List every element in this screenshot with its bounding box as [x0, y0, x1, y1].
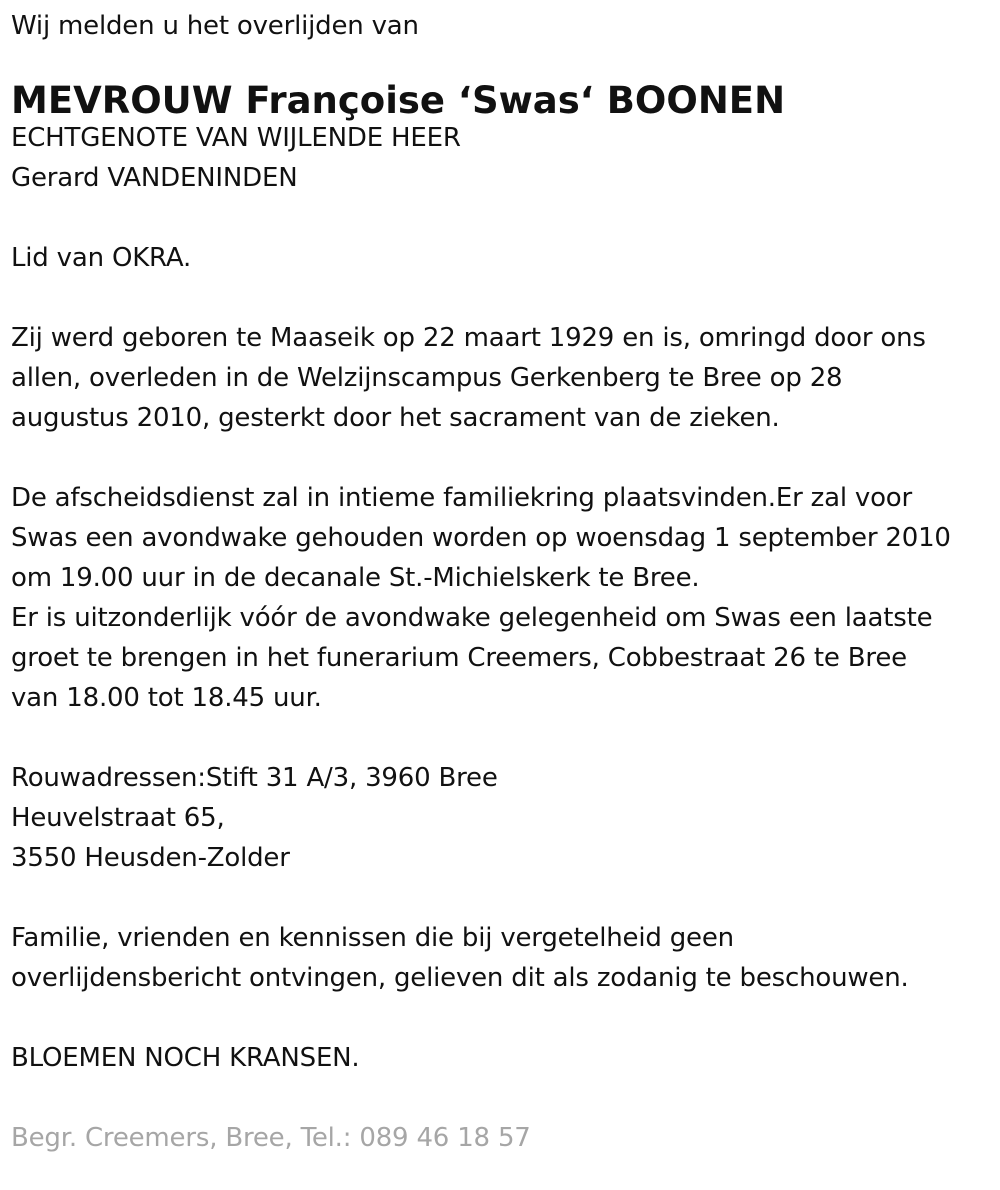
paragraph-line: groet te brengen in het funerarium Creemers, Cobbestraat 26 te Bree	[11, 643, 907, 673]
paragraph-line: Er is uitzonderlijk vóór de avondwake gelegenheid om Swas een laatste	[11, 603, 933, 633]
paragraph-line: De afscheidsdienst zal in intieme familiekring plaatsvinden.Er zal voor	[11, 483, 913, 513]
paragraph-line: allen, overleden in de Welzijnscampus Gerkenberg te Bree op 28	[11, 363, 843, 393]
paragraph-line: om 19.00 uur in de decanale St.-Michielskerk te Bree.	[11, 563, 700, 593]
paragraph-line: Familie, vrienden en kennissen die bij vergetelheid geen	[11, 923, 734, 953]
spacer	[11, 438, 986, 478]
address-line: Rouwadressen:Stift 31 A/3, 3960 Bree	[11, 763, 498, 793]
obituary-document	[11, 6, 986, 1158]
spacer	[11, 1078, 986, 1118]
paragraph-line: overlijdensbericht ontvingen, gelieven dit als zodanig te beschouwen.	[11, 963, 909, 993]
paragraph-line: Zij werd geboren te Maaseik op 22 maart 1929 en is, omringd door ons	[11, 323, 926, 353]
paragraph-line: van 18.00 tot 18.45 uur.	[11, 683, 322, 713]
spouse-name: Gerard VANDENINDEN	[11, 163, 298, 193]
spacer	[11, 278, 986, 318]
address-line: 3550 Heusden-Zolder	[11, 843, 290, 873]
funeral-home-footer: Begr. Creemers, Bree, Tel.: 089 46 18 57	[11, 1123, 531, 1153]
service-paragraph	[11, 478, 986, 718]
spacer	[11, 718, 986, 758]
spacer	[11, 878, 986, 918]
spacer	[11, 198, 986, 238]
spacer	[11, 998, 986, 1038]
membership-text: Lid van OKRA.	[11, 243, 192, 273]
spouse-line: ECHTGENOTE VAN WIJLENDE HEER	[11, 123, 461, 153]
deceased-name: MEVROUW Françoise ‘Swas‘ BOONEN	[11, 79, 786, 122]
flowers-notice: BLOEMEN NOCH KRANSEN.	[11, 1043, 360, 1073]
birth-death-paragraph	[11, 318, 986, 438]
address-line: Heuvelstraat 65,	[11, 803, 225, 833]
paragraph-line: Swas een avondwake gehouden worden op woensdag 1 september 2010	[11, 523, 951, 553]
intro-text: Wij melden u het overlijden van	[11, 11, 419, 41]
paragraph-line: augustus 2010, gesterkt door het sacrament van de zieken.	[11, 403, 780, 433]
mourning-addresses	[11, 758, 986, 878]
notice-paragraph	[11, 918, 986, 998]
